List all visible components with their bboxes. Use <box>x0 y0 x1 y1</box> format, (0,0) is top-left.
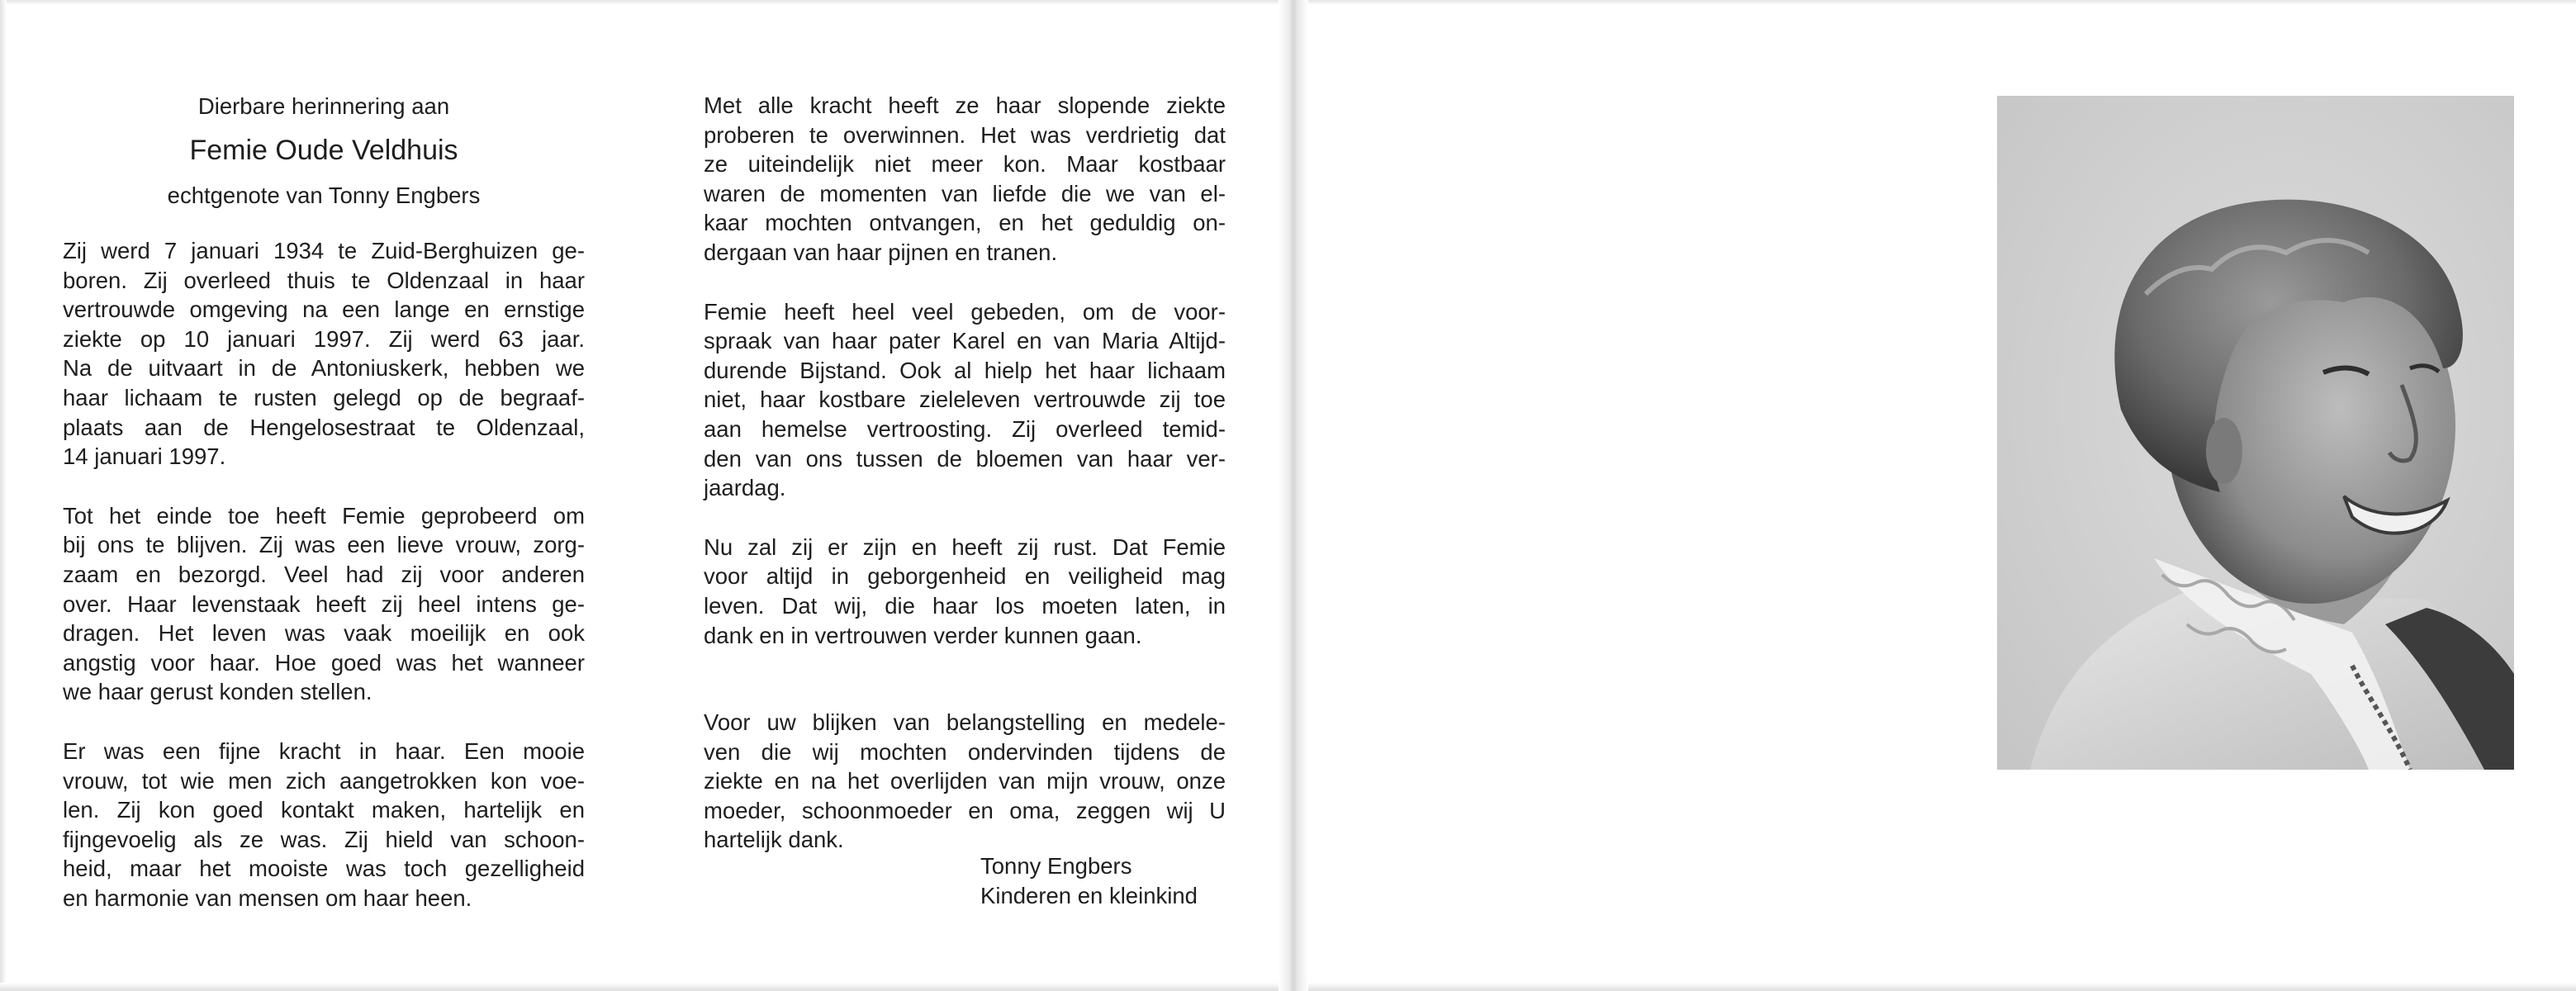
character-paragraph <box>63 501 585 707</box>
card-fold <box>1279 0 1308 991</box>
rest-paragraph <box>704 533 1226 650</box>
text-line: den van ons tussen de bloemen van haar ver- <box>704 445 1226 472</box>
signature-family: Kinderen en kleinkind <box>980 882 1198 908</box>
text-line: kaar mochten ontvangen, en het geduldig on- <box>704 210 1226 236</box>
spouse-line: echtgenote van Tonny Engbers <box>167 183 481 208</box>
text-line: bij ons te blijven. Zij was een lieve vrouw, zorg- <box>63 532 585 558</box>
text-line: en harmonie van mensen om haar heen. <box>63 884 472 911</box>
text-line: niet, haar kostbare zieleleven vertrouwde zij toe <box>704 386 1226 413</box>
text-line: ziekte op 10 januari 1997. Zij werd 63 jaar. <box>63 325 585 352</box>
left-text-column <box>63 91 585 942</box>
text-line: Zij werd 7 januari 1934 te Zuid-Berghuizen ge- <box>63 238 585 263</box>
prayer-paragraph <box>704 297 1226 503</box>
text-line: Tot het einde toe heeft Femie geprobeerd om <box>63 502 585 529</box>
text-line: vertrouwde omgeving na een lange en ernstige <box>63 296 585 323</box>
deceased-name: Femie Oude Veldhuis <box>189 135 458 166</box>
text-line: len. Zij kon goed kontakt maken, hartelijk en <box>63 797 585 823</box>
text-line: over. Haar levenstaak heeft zij heel intens ge- <box>63 590 585 617</box>
text-line: 14 januari 1997. <box>63 443 226 470</box>
text-line: vrouw, tot wie men zich aangetrokken kon voe- <box>63 767 585 794</box>
text-line: spraak van haar pater Karel en van Maria Altijd- <box>704 328 1226 354</box>
text-line: dergaan van haar pijnen en tranen. <box>704 239 1058 265</box>
text-line: Nu zal zij er zijn en heeft zij rust. Dat Femie <box>704 533 1226 560</box>
signature-name: Tonny Engbers <box>980 853 1132 880</box>
text-line: Na de uitvaart in de Antoniuskerk, hebben we <box>63 355 585 382</box>
text-line: fijngevoelig als ze was. Zij hield van schoon- <box>63 826 585 852</box>
text-line: angstig voor haar. Hoe goed was het wanneer <box>63 649 585 676</box>
text-line: moeder, schoonmoeder en oma, zeggen wij U <box>704 797 1226 823</box>
illness-paragraph <box>704 91 1226 268</box>
text-line: voor altijd in geborgenheid en veiligheid mag <box>704 563 1226 590</box>
text-line: dragen. Het leven was vaak moeilijk en ook <box>63 620 585 647</box>
text-line: haar lichaam te rusten gelegd op de begraaf- <box>63 384 585 410</box>
portrait-photo <box>1997 96 2514 770</box>
text-line: dank en in vertrouwen verder kunnen gaan. <box>704 622 1142 648</box>
text-line: hartelijk dank. <box>704 827 844 853</box>
thanks-paragraph <box>704 708 1226 855</box>
text-line: Met alle kracht heeft ze haar slopende ziekte <box>704 92 1226 118</box>
portrait-illustration <box>1997 96 2514 770</box>
text-line: ziekte en na het overlijden van mijn vrouw, onze <box>704 768 1226 794</box>
text-line: Er was een fijne kracht in haar. Een mooie <box>63 737 585 764</box>
text-line: Voor uw blijken van belangstelling en medele- <box>704 709 1226 736</box>
text-line: heid, maar het mooiste was toch gezelligheid <box>63 856 585 882</box>
text-line: zaam en bezorgd. Veel had zij voor anderen <box>63 561 585 587</box>
text-line: jaardag. <box>704 475 786 501</box>
paper-left-edge <box>0 0 7 991</box>
text-line: aan hemelse vertroosting. Zij overleed temid- <box>704 415 1226 442</box>
right-text-column <box>704 91 1226 910</box>
text-line: Femie heeft heel veel gebeden, om de voor- <box>704 298 1226 325</box>
text-line: proberen te overwinnen. Het was verdrietig dat <box>704 121 1226 148</box>
intro-line: Dierbare herinnering aan <box>197 93 450 119</box>
biography-paragraph <box>63 236 585 472</box>
text-line: we haar gerust konden stellen. <box>63 679 372 705</box>
text-line: leven. Dat wij, die haar los moeten laten, in <box>704 592 1226 619</box>
text-line: durende Bijstand. Ook al hielp het haar lichaam <box>704 357 1226 383</box>
text-line: ven die wij mochten ondervinden tijdens de <box>704 738 1226 765</box>
text-line: waren de momenten van liefde die we van el- <box>704 180 1226 206</box>
text-line: plaats aan de Hengelosestraat te Oldenzaal, <box>63 414 585 440</box>
text-line: boren. Zij overleed thuis te Oldenzaal in haar <box>63 267 585 293</box>
text-line: ze uiteindelijk niet meer kon. Maar kostbaar <box>704 151 1226 178</box>
strength-paragraph <box>63 737 585 913</box>
signature-block <box>980 851 1226 910</box>
